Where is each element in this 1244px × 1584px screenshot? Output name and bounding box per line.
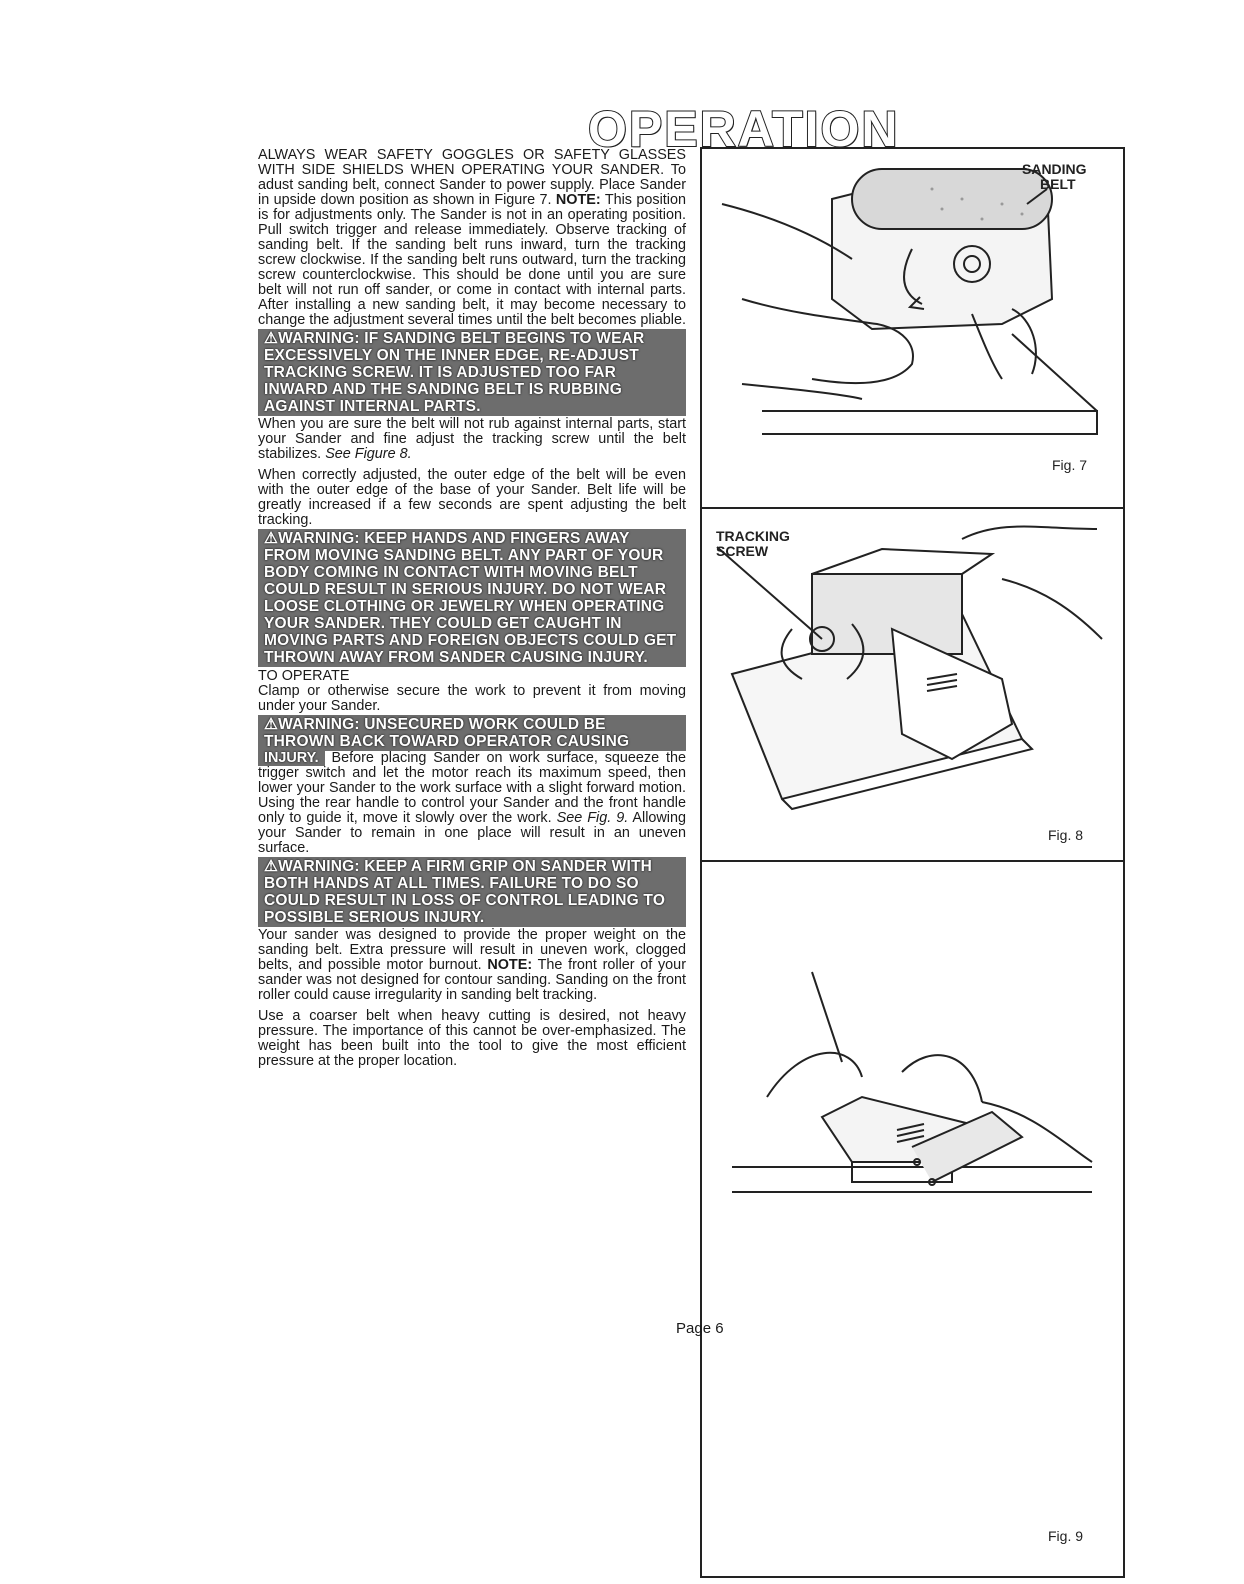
note-label-2: NOTE:	[487, 957, 533, 973]
callout-line-2: BELT	[1040, 176, 1076, 192]
figure-8-illustration	[702, 509, 1123, 860]
figure-7-label: Fig. 7	[1052, 457, 1088, 473]
fine-adjust-paragraph	[258, 417, 686, 462]
to-operate-heading: TO OPERATE	[258, 668, 350, 684]
tracking-screw-callout	[716, 529, 790, 559]
intro-text: ALWAYS WEAR SAFETY GOGGLES OR SAFETY GLASSES WITH SIDE SHIELDS WHEN OPERATING YOUR SANDER. To adust sanding belt, connect Sander to power supply. Place Sander in upside down position as shown in Figure 7.	[258, 147, 686, 208]
pressure-text: Your sander was designed to provide the proper weight on the sanding belt. Extra pressure will result in uneven work, clogged belts, and possible motor burnout.	[258, 927, 686, 973]
warning-belt-wear: ⚠WARNING: IF SANDING BELT BEGINS TO WEAR EXCESSIVELY ON THE INNER EDGE, RE-ADJUST TRACKING SCREW. IT IS ADJUSTED TOO FAR INWARD AND THE SANDING BELT IS RUBBING AGAINST INTERNAL PARTS.	[258, 329, 686, 416]
figure-9-reference: See Fig. 9.	[556, 810, 629, 826]
warning-unsecured-work: ⚠WARNING: UNSECURED WORK COULD BE THROWN BACK TOWARD OPERATOR CAUSING	[258, 715, 686, 751]
warning-firm-grip: ⚠WARNING: KEEP A FIRM GRIP ON SANDER WITH BOTH HANDS AT ALL TIMES. FAILURE TO DO SO COULD RESULT IN LOSS OF CONTROL LEADING TO POSSIBLE SERIOUS INJURY.	[258, 857, 686, 927]
fine-adjust-text: When you are sure the belt will not rub against internal parts, start your Sander and fine adjust the tracking screw until the belt stabilizes.	[258, 416, 686, 462]
figure-8-label: Fig. 8	[1048, 827, 1084, 843]
intro-text-rest: This position is for adjustments only. The Sander is not in an operating position. Pull switch trigger and release immediately. Observe tracking of sanding belt. If the sanding belt runs inward, turn the tracking screw clockwise. If the sanding belt runs outward, turn the tracking screw counterclockwise. This should be done until you are sure belt will not run off sander, or come in contact with internal parts. After installing a new sanding belt, it may become necessary to change the adjustment several times until the belt becomes pliable.	[258, 192, 686, 328]
note-label: NOTE:	[555, 192, 601, 208]
operate-paragraph	[258, 751, 686, 856]
sanding-belt-callout	[1022, 162, 1087, 192]
figure-9-illustration	[702, 862, 1123, 1576]
operate-text-rest: Allowing your Sander to remain in one place will result in an uneven surface.	[258, 810, 687, 856]
callout-line-1: TRACKING	[716, 528, 790, 544]
figure-8-reference: See Figure 8.	[325, 446, 412, 462]
warning-injury-tail: INJURY.	[258, 750, 325, 766]
belt-life-paragraph: When correctly adjusted, the outer edge of the belt will be even with the outer edge of the base of your Sander. Belt life will be greatly increased if a few seconds are spent adjusting the belt tracking.	[258, 467, 686, 528]
page-number: Page 6	[676, 1320, 724, 1337]
callout-line-1: SANDING	[1022, 161, 1087, 177]
figure-7-panel	[700, 147, 1125, 509]
figure-8-panel	[700, 507, 1125, 862]
callout-line-2: SCREW	[716, 543, 769, 559]
pressure-text-rest: The front roller of your sander was not designed for contour sanding. Sanding on the front roller could cause irregularity in sanding belt tracking.	[258, 957, 686, 1003]
figure-7-illustration	[702, 149, 1123, 507]
clamp-paragraph: Clamp or otherwise secure the work to prevent it from moving under your Sander.	[258, 683, 686, 714]
operate-text: Before placing Sander on work surface, squeeze the trigger switch and let the motor reach its maximum speed, then lower your Sander to the work surface with a slight forward motion. Using the rear handle to control your Sander and the front handle only to guide it, move it slowly over the work.	[258, 750, 687, 826]
figure-9-label: Fig. 9	[1048, 1528, 1084, 1544]
intro-paragraph	[258, 148, 686, 328]
warning-hands-away: ⚠WARNING: KEEP HANDS AND FINGERS AWAY FROM MOVING SANDING BELT. ANY PART OF YOUR BODY COMING IN CONTACT WITH MOVING BELT COULD RESULT IN SERIOUS INJURY. DO NOT WEAR LOOSE CLOTHING OR JEWELRY WHEN OPERATING YOUR SANDER. THEY COULD GET CAUGHT IN MOVING PARTS AND FOREIGN OBJECTS COULD GET THROWN AWAY FROM SANDER CAUSING INJURY.	[258, 529, 686, 667]
pressure-paragraph	[258, 928, 686, 1003]
figure-9-panel	[700, 860, 1125, 1578]
text-column	[258, 148, 686, 1069]
coarse-belt-paragraph: Use a coarser belt when heavy cutting is desired, not heavy pressure. The importance of this cannot be over-emphasized. The weight has been built into the tool to give the most efficient pressure at the proper location.	[258, 1008, 686, 1069]
page-title: OPERATION	[588, 101, 900, 157]
